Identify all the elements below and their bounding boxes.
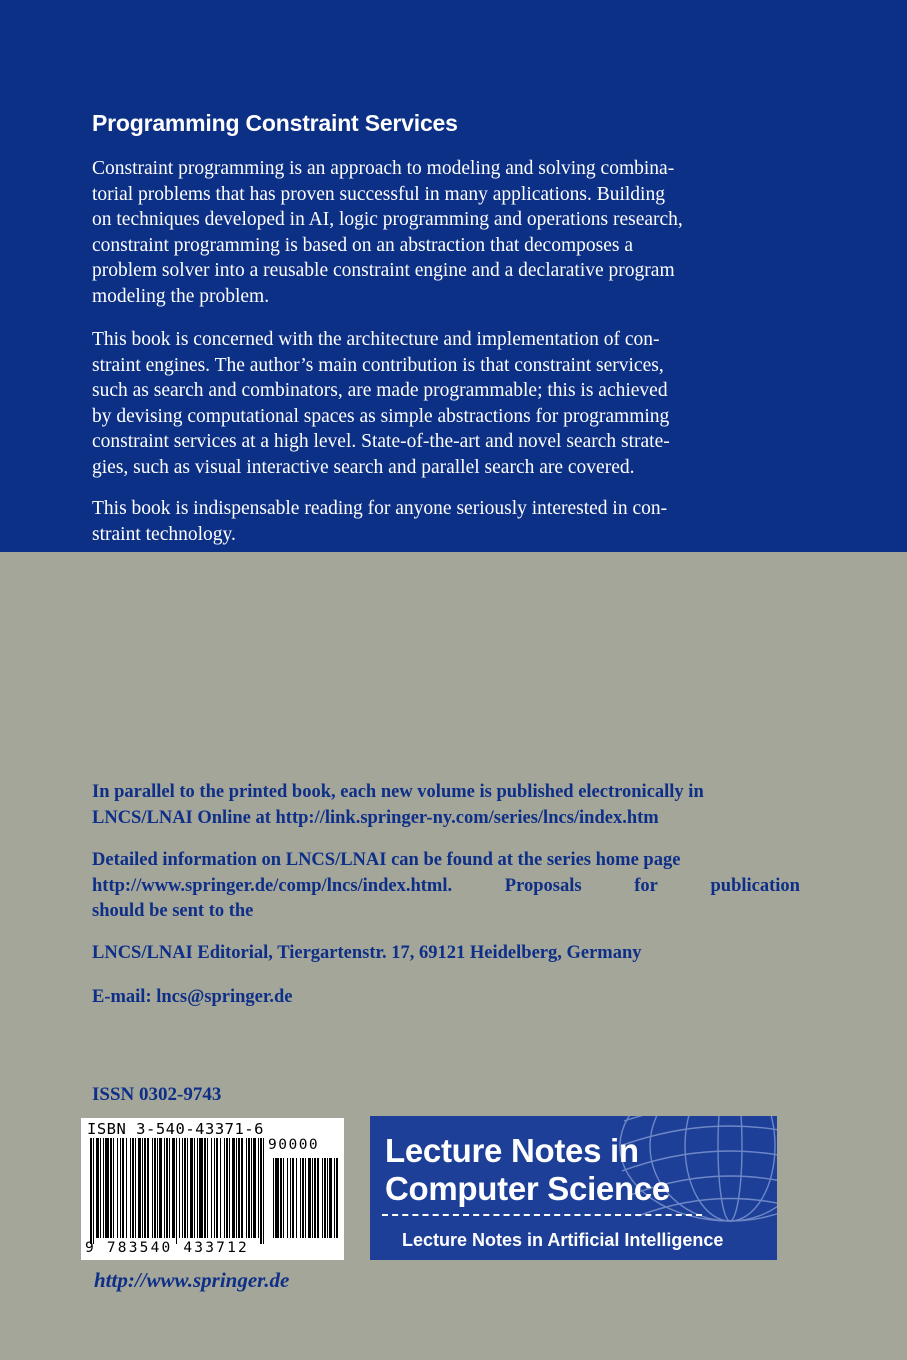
- barcode-addon-bar: [273, 1158, 274, 1238]
- paragraph-line: straint engines. The author’s main contribution is that constraint services,: [92, 354, 664, 376]
- publisher-url[interactable]: http://www.springer.de: [94, 1268, 290, 1292]
- barcode-bar: [103, 1138, 104, 1238]
- barcode-bar: [246, 1138, 247, 1238]
- barcode-bar: [232, 1138, 235, 1238]
- barcode-bar: [224, 1138, 225, 1238]
- barcode-addon-bar: [296, 1158, 297, 1238]
- paragraph-line: This book is concerned with the architecture and implementation of con-: [92, 329, 660, 350]
- barcode-bar: [138, 1138, 141, 1238]
- barcode-bar: [211, 1138, 212, 1238]
- isbn-barcode: [81, 1118, 344, 1260]
- barcode-bar: [179, 1138, 180, 1238]
- info-line: Detailed information on LNCS/LNAI can be found at the series home page: [92, 850, 681, 870]
- barcode-bar: [187, 1138, 188, 1238]
- logo-subtitle: Lecture Notes in Artificial Intelligence: [402, 1230, 724, 1250]
- barcode-bar: [152, 1138, 153, 1238]
- barcode-bar: [182, 1138, 183, 1238]
- paragraph-line: gies, such as visual interactive search and parallel search are covered.: [92, 456, 635, 478]
- info-word: http://www.springer.de/comp/lncs/index.html.: [92, 875, 453, 896]
- barcode-addon-bar: [302, 1158, 304, 1238]
- description-paragraph-2: [92, 327, 792, 480]
- barcode-bar: [229, 1138, 230, 1238]
- barcode-bar: [169, 1138, 170, 1238]
- paragraph-line: torial problems that has proven successful in many applications. Building: [92, 183, 665, 205]
- description-paragraph-1: [92, 156, 792, 309]
- barcode-bar: [236, 1138, 237, 1238]
- barcode-bar: [90, 1138, 92, 1244]
- barcode-bar: [253, 1138, 256, 1238]
- barcode-bar: [260, 1138, 262, 1244]
- info-line: should be sent to the: [92, 901, 254, 921]
- barcode-addon-bar: [300, 1158, 301, 1238]
- barcode-addon-bar: [287, 1158, 288, 1238]
- info-word: Proposals: [504, 875, 582, 896]
- barcode-bar: [241, 1138, 243, 1238]
- logo-title-line1: Lecture Notes in: [385, 1132, 639, 1169]
- barcode-bar: [126, 1138, 127, 1238]
- barcode-addon-bar: [312, 1158, 313, 1238]
- barcode-bar: [135, 1138, 136, 1238]
- barcode-bar: [166, 1138, 168, 1238]
- barcode-bar: [120, 1138, 121, 1238]
- barcode-bar: [100, 1138, 101, 1238]
- notice-line: LNCS/LNAI Online at http://link.springer-ny.com/series/lncs/index.htm: [92, 807, 659, 828]
- barcode-bar: [142, 1138, 143, 1238]
- logo-dashed-divider: [382, 1214, 702, 1216]
- barcode-bar: [172, 1138, 175, 1238]
- barcode-bar: [204, 1138, 206, 1238]
- logo-title-line2: Computer Science: [385, 1170, 670, 1207]
- barcode-bar: [214, 1138, 215, 1238]
- paragraph-line: Constraint programming is an approach to modeling and solving combina-: [92, 158, 675, 179]
- barcode-bar: [207, 1138, 208, 1238]
- paragraph-line: by devising computational spaces as simple abstractions for programming: [92, 405, 670, 427]
- paragraph-line: constraint services at a high level. State-of-the-art and novel search strate-: [92, 431, 670, 452]
- barcode-bar: [122, 1138, 124, 1238]
- barcode-digits: 9 783540 433712: [85, 1240, 249, 1256]
- barcode-bar: [248, 1138, 250, 1238]
- barcode-bar: [132, 1138, 134, 1238]
- barcode-bar: [197, 1138, 198, 1238]
- barcode-bar: [144, 1138, 146, 1238]
- barcode-addon-bar: [317, 1158, 319, 1238]
- paragraph-line: such as search and combinators, are made programmable; this is achieved: [92, 380, 668, 401]
- barcode-bar: [251, 1138, 252, 1238]
- barcode-bar: [117, 1138, 118, 1238]
- contact-email: [92, 985, 800, 1011]
- paragraph-line: modeling the problem.: [92, 285, 270, 307]
- paragraph-line: This book is indispensable reading for anyone seriously interested in con-: [92, 498, 668, 519]
- barcode-isbn-text: ISBN 3-540-43371-6: [87, 1120, 264, 1138]
- barcode-bar: [105, 1138, 109, 1238]
- barcode-bar: [113, 1138, 114, 1238]
- barcode-bar: [199, 1138, 203, 1238]
- series-info: [92, 848, 800, 925]
- barcode-addon-bar: [334, 1158, 335, 1238]
- barcode-addon-bar: [327, 1158, 328, 1238]
- info-line-justified: [92, 874, 800, 900]
- barcode-addon-bar: [322, 1158, 323, 1238]
- paragraph-line: straint technology.: [92, 523, 236, 545]
- barcode-addon-bar: [280, 1158, 282, 1238]
- barcode-addon-bar: [329, 1158, 332, 1238]
- barcode-addon-bar: [314, 1158, 316, 1238]
- paragraph-line: on techniques developed in AI, logic programming and operations research,: [92, 209, 683, 230]
- barcode-bar: [130, 1138, 131, 1238]
- online-notice: [92, 780, 800, 831]
- barcode-bar: [190, 1138, 193, 1238]
- address-line: LNCS/LNAI Editorial, Tiergartenstr. 17, 69121 Heidelberg, Germany: [92, 943, 642, 963]
- barcode-bar: [258, 1138, 259, 1238]
- notice-line: In parallel to the printed book, each new volume is published electronically in: [92, 782, 704, 802]
- barcode-bar: [184, 1138, 186, 1238]
- barcode-bar: [164, 1138, 165, 1238]
- info-word: for: [634, 875, 658, 896]
- barcode-addon-bar: [290, 1158, 291, 1238]
- barcode-bar: [147, 1138, 149, 1238]
- barcode-bar: [226, 1138, 228, 1238]
- paragraph-line: constraint programming is based on an abstraction that decomposes a: [92, 234, 633, 256]
- barcode-addon-bar: [336, 1158, 338, 1238]
- barcode-bar: [176, 1138, 177, 1244]
- barcode-bar: [238, 1138, 240, 1238]
- book-title: Programming Constraint Services: [92, 110, 458, 136]
- barcode-bar: [93, 1138, 94, 1244]
- barcode-addon-bar: [308, 1158, 311, 1238]
- email-line: E-mail: lncs@springer.de: [92, 987, 293, 1007]
- barcode-addon-bar: [305, 1158, 306, 1238]
- barcode-addon-bar: [283, 1158, 284, 1238]
- barcode-bar: [194, 1138, 195, 1238]
- description-paragraph-3: [92, 496, 792, 547]
- barcode-bar: [263, 1138, 264, 1244]
- barcode-bar: [110, 1138, 112, 1238]
- barcode-bar: [159, 1138, 162, 1238]
- barcode-addon-bar: [292, 1158, 294, 1238]
- lncs-series-logo: [370, 1116, 777, 1260]
- info-word: publication: [710, 875, 800, 896]
- barcode-addon-bar: [275, 1158, 279, 1238]
- barcode-addon-bar: [324, 1158, 326, 1238]
- barcode-bar: [220, 1138, 221, 1238]
- barcode-bar: [216, 1138, 218, 1238]
- barcode-bar: [157, 1138, 158, 1238]
- paragraph-line: problem solver into a reusable constraint engine and a declarative program: [92, 260, 675, 281]
- barcode-bar: [96, 1138, 99, 1238]
- editorial-address: [92, 941, 800, 967]
- issn-label: ISSN 0302-9743: [92, 1084, 222, 1105]
- barcode-bar: [154, 1138, 156, 1238]
- barcode-addon-digits: 90000: [268, 1137, 320, 1153]
